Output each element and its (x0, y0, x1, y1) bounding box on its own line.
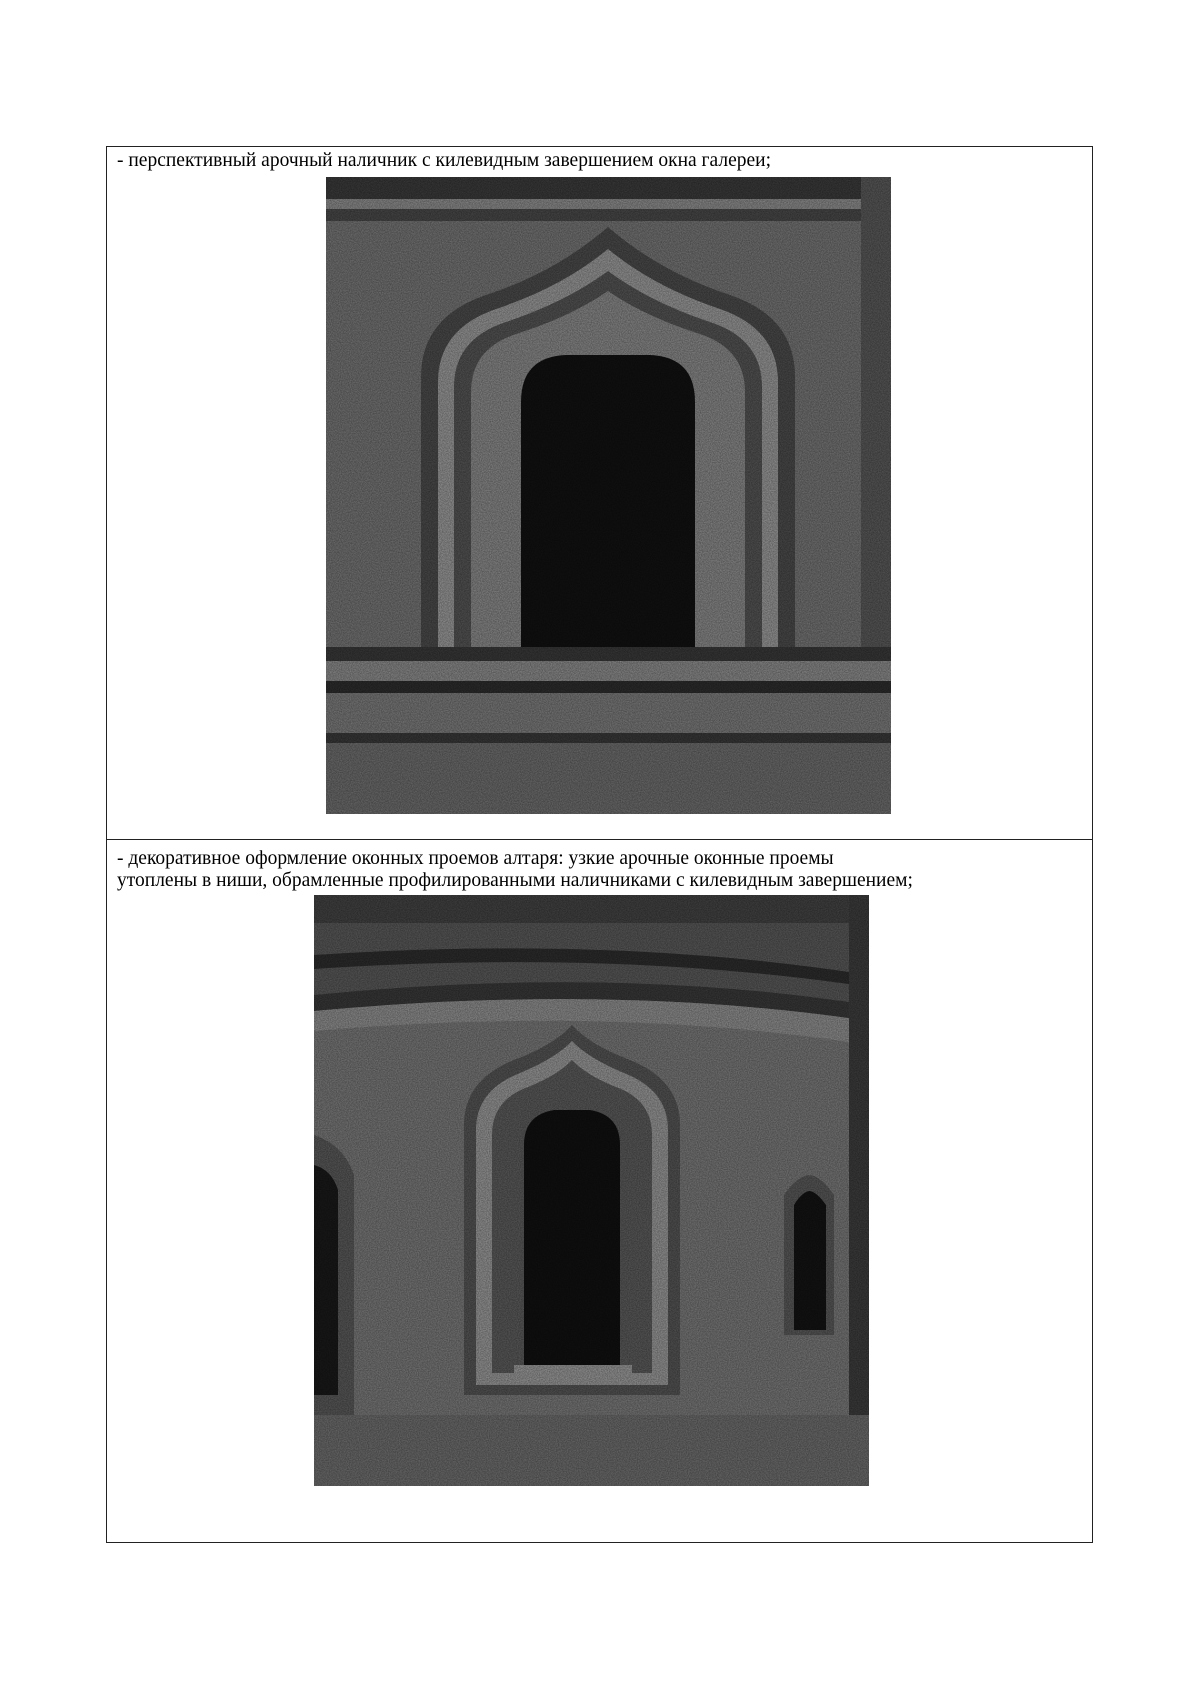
caption-altar-windows (117, 848, 913, 892)
caption-altar-line-1: - декоративное оформление оконных проемов алтаря: узкие арочные оконные проемы (117, 848, 834, 869)
caption-altar-line-2: утоплены в ниши, обрамленные профилированными наличниками с килевидным завершением; (117, 870, 913, 891)
row-divider (107, 839, 1092, 840)
photo-altar-windows (314, 895, 869, 1486)
caption-gallery-window: - перспективный арочный наличник с килевидным завершением окна галереи; (117, 150, 772, 171)
altar-windows-image (314, 895, 869, 1486)
document-table (106, 146, 1093, 1543)
gallery-window-image (326, 177, 891, 814)
photo-gallery-window (326, 177, 891, 814)
